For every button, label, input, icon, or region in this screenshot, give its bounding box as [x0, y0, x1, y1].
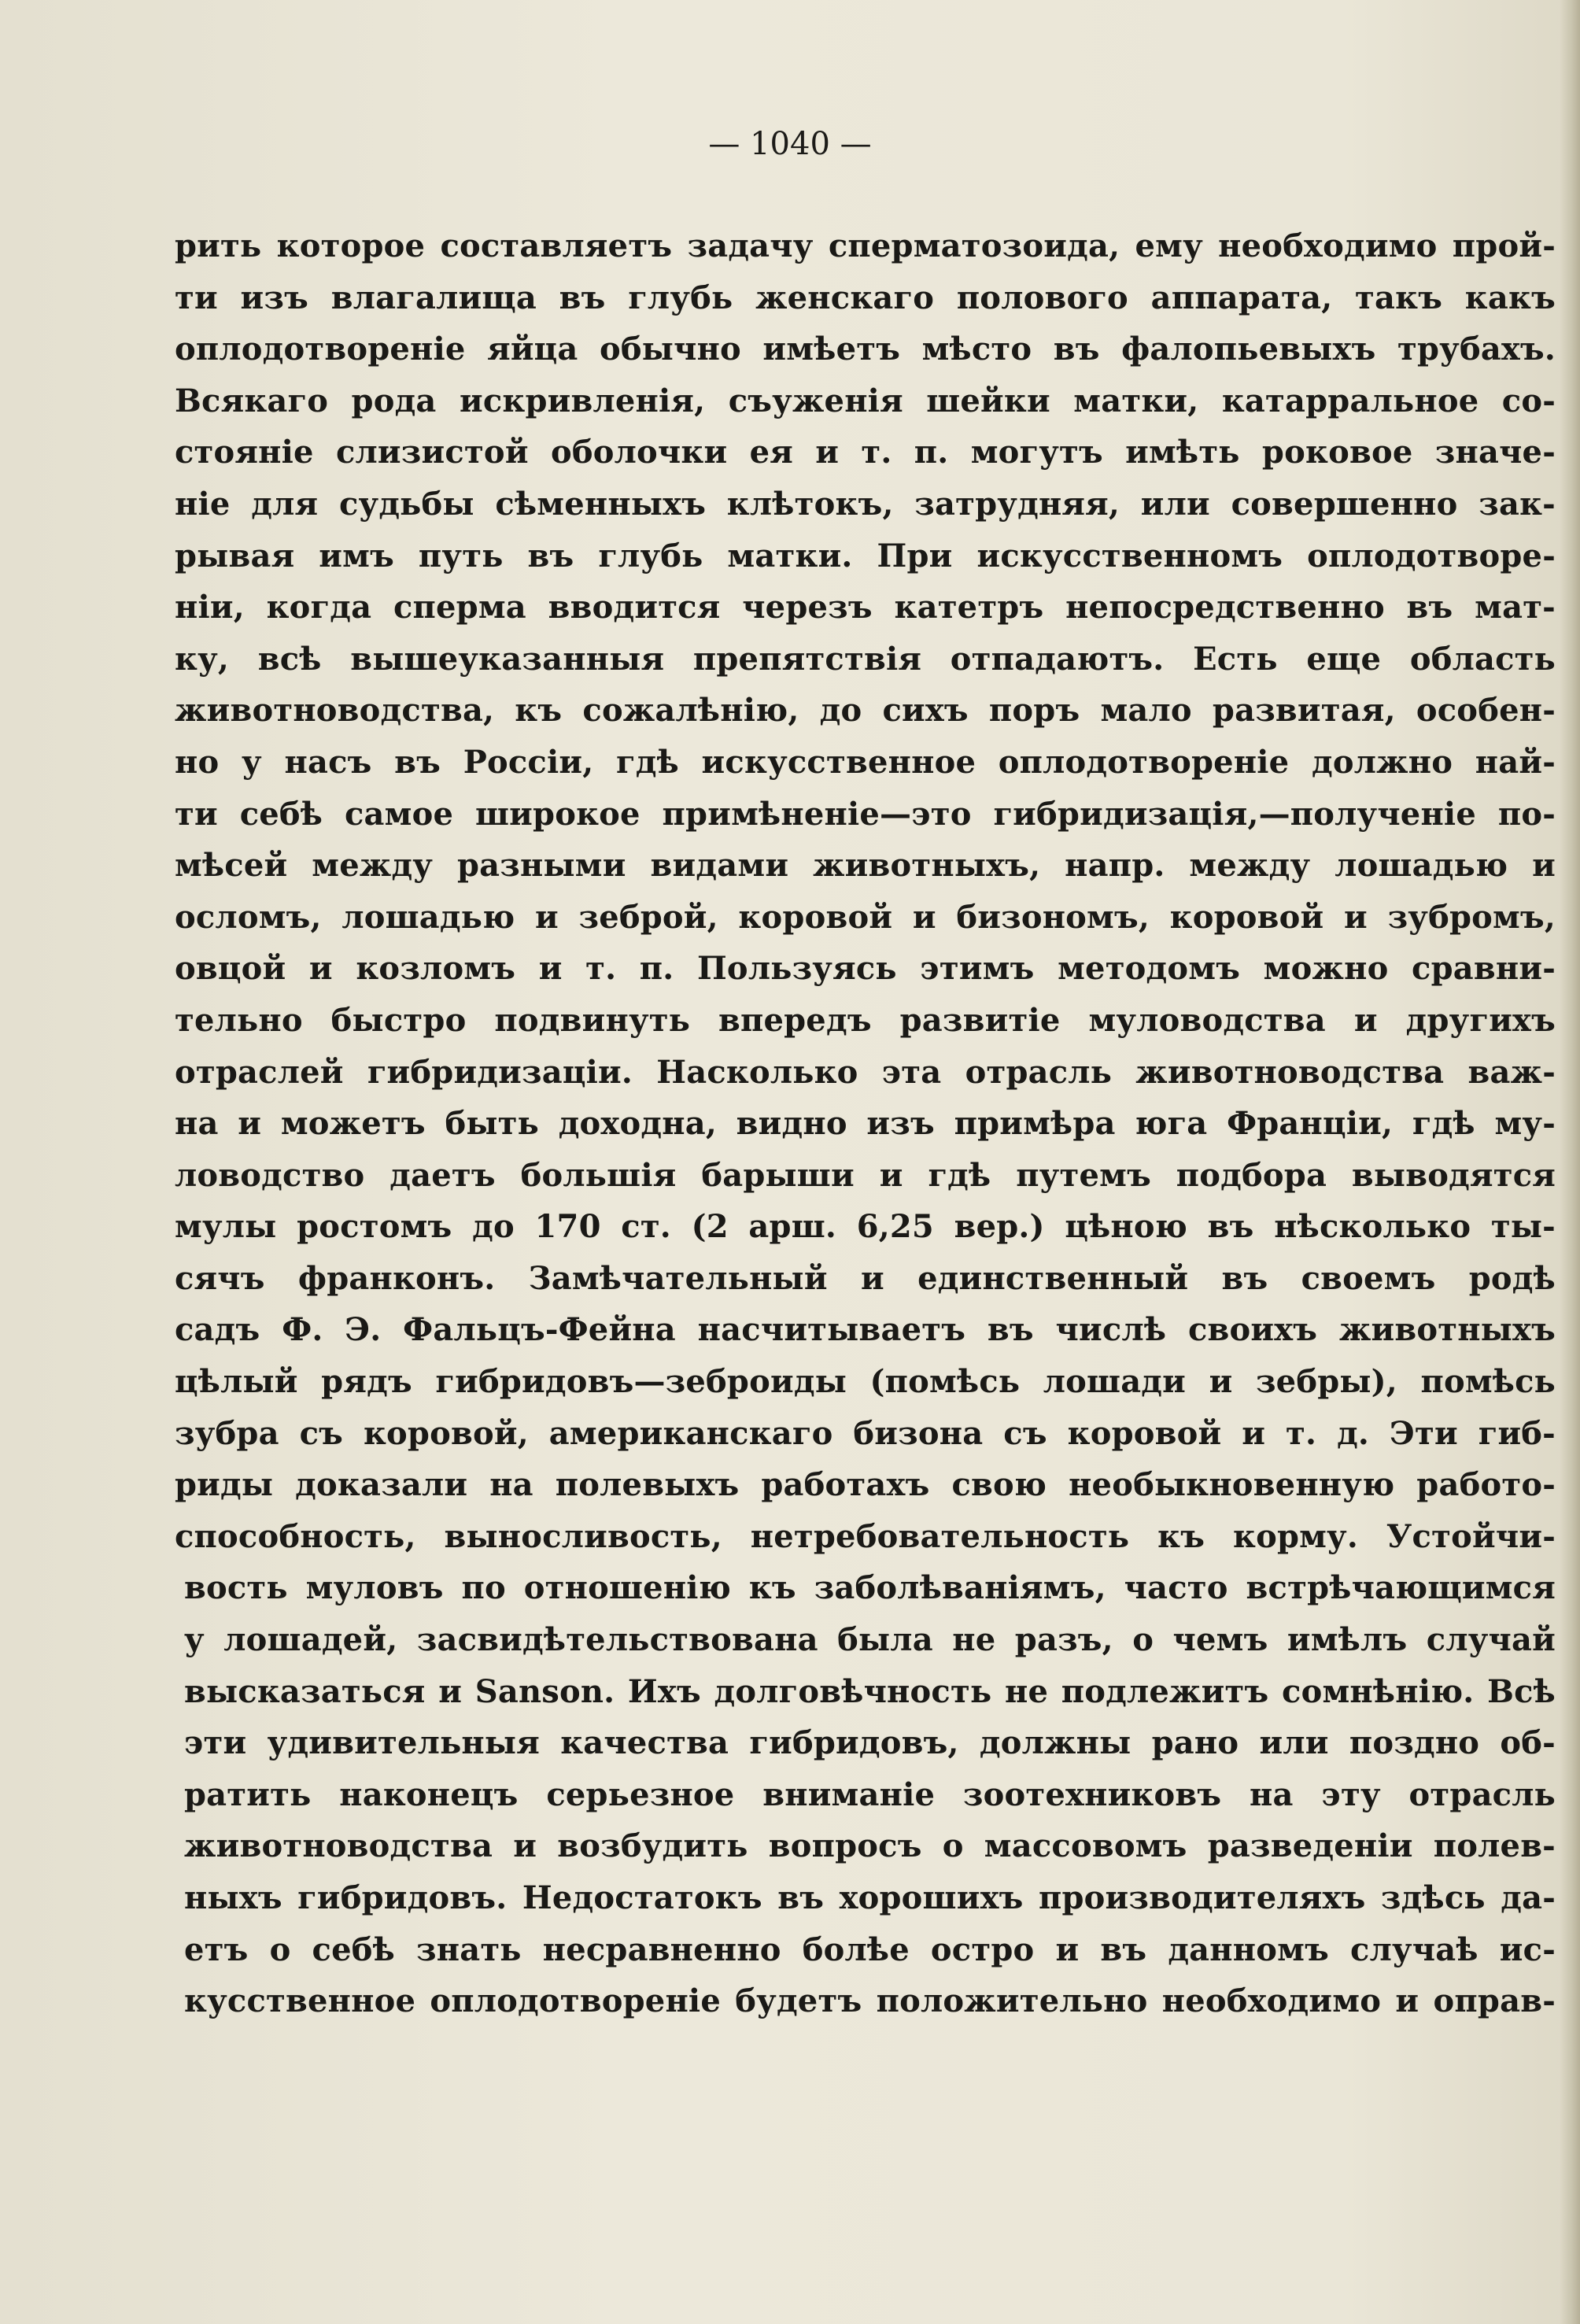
text-line: высказаться и Sanson. Ихъ долговѣчность не подлежитъ сомнѣнію. Всѣ: [184, 1672, 1556, 1710]
text-line: тельно быстро подвинуть впередъ развитіе муловодства и другихъ: [175, 1001, 1556, 1039]
text-line: способность, выносливость, нетребовательность къ корму. Устойчи-: [175, 1517, 1556, 1555]
page-number: — 1040 —: [708, 126, 872, 162]
text-line: етъ о себѣ знать несравненно болѣе остро и въ данномъ случаѣ ис-: [184, 1931, 1556, 1968]
text-line: ловодство даетъ большія барыши и гдѣ путемъ подбора выводятся: [175, 1156, 1556, 1194]
text-line: вость муловъ по отношенію къ заболѣваніямъ, часто встрѣчающимся: [184, 1569, 1556, 1607]
text-line: ти себѣ самое широкое примѣненіе—это гибридизація,—полученіе по-: [175, 795, 1556, 833]
text-line: животноводства, къ сожалѣнію, до сихъ поръ мало развитая, особен-: [175, 692, 1556, 730]
text-line: кусственное оплодотвореніе будетъ положительно необходимо и оправ-: [184, 1982, 1556, 2020]
text-line: ніи, когда сперма вводится черезъ катетръ непосредственно въ мат-: [175, 589, 1556, 626]
text-line: цѣлый рядъ гибридовъ—зеброиды (помѣсь лошади и зебры), помѣсь: [175, 1363, 1556, 1401]
text-line: эти удивительныя качества гибридовъ, должны рано или поздно об-: [184, 1724, 1556, 1762]
text-line: садъ Ф. Э. Фальцъ-Фейна насчитываетъ въ числѣ своихъ животныхъ: [175, 1311, 1556, 1349]
text-line: ніе для судьбы сѣменныхъ клѣтокъ, затрудняя, или совершенно зак-: [175, 485, 1556, 523]
text-line: животноводства и возбудить вопросъ о массовомъ разведеніи полев-: [184, 1827, 1556, 1865]
text-line: мулы ростомъ до 170 ст. (2 арш. 6,25 вер.) цѣною въ нѣсколько ты-: [175, 1208, 1556, 1246]
text-line: осломъ, лошадью и зеброй, коровой и бизономъ, коровой и зубромъ,: [175, 898, 1556, 936]
text-line: риды доказали на полевыхъ работахъ свою необыкновенную работо-: [175, 1466, 1556, 1504]
text-line: ратить наконецъ серьезное вниманіе зоотехниковъ на эту отрасль: [184, 1775, 1556, 1813]
body-text: [175, 220, 1556, 2027]
text-line: рить которое составляетъ задачу сперматозоида, ему необходимо прой-: [175, 227, 1556, 264]
text-line: на и можетъ быть доходна, видно изъ примѣра юга Франціи, гдѣ му-: [175, 1105, 1556, 1143]
text-line: Всякаго рода искривленія, съуженія шейки матки, катарральное со-: [175, 382, 1556, 419]
text-line: ку, всѣ вышеуказанныя препятствія отпадаютъ. Есть еще область: [175, 640, 1556, 678]
page-edge-shadow: [1560, 0, 1580, 2324]
text-line: сячъ франконъ. Замѣчательный и единственный въ своемъ родѣ: [175, 1259, 1556, 1297]
text-line: мѣсей между разными видами животныхъ, напр. между лошадью и: [175, 847, 1556, 885]
text-line: рывая имъ путь въ глубь матки. При искусственномъ оплодотворе-: [175, 537, 1556, 575]
text-line: но у насъ въ Россіи, гдѣ искусственное оплодотвореніе должно най-: [175, 743, 1556, 781]
text-line: стояніе слизистой оболочки ея и т. п. могутъ имѣть роковое значе-: [175, 434, 1556, 471]
text-line: овцой и козломъ и т. п. Пользуясь этимъ методомъ можно сравни-: [175, 950, 1556, 988]
text-line: у лошадей, засвидѣтельствована была не разъ, о чемъ имѣлъ случай: [184, 1621, 1556, 1659]
text-line: зубра съ коровой, американскаго бизона съ коровой и т. д. Эти гиб-: [175, 1414, 1556, 1452]
text-line: ныхъ гибридовъ. Недостатокъ въ хорошихъ производителяхъ здѣсь да-: [184, 1879, 1556, 1916]
text-line: оплодотвореніе яйца обычно имѣетъ мѣсто въ фалопьевыхъ трубахъ.: [175, 331, 1556, 368]
text-line: ти изъ влагалища въ глубь женскаго полового аппарата, такъ какъ: [175, 279, 1556, 316]
text-line: отраслей гибридизаціи. Насколько эта отрасль животноводства важ-: [175, 1053, 1556, 1091]
